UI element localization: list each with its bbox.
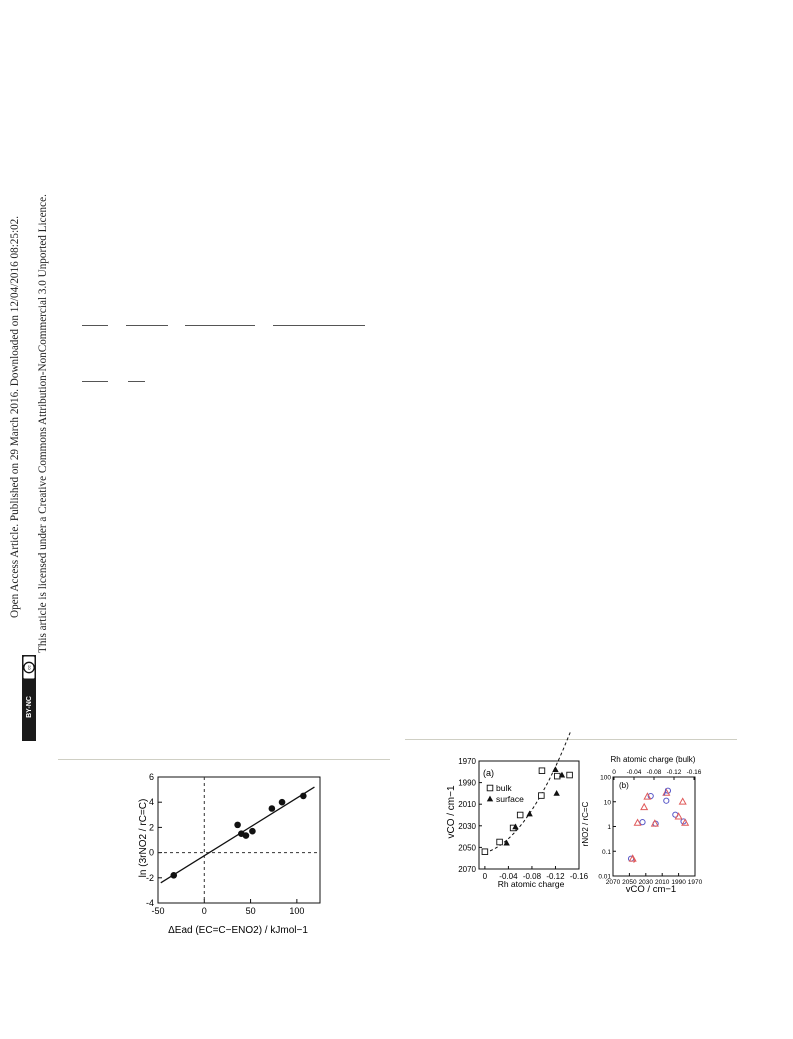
y-tick-label: 0.01 bbox=[598, 873, 611, 881]
axes-frame bbox=[158, 777, 320, 903]
y-tick-label: -4 bbox=[145, 898, 154, 908]
y-tick-label: 1990 bbox=[458, 778, 476, 788]
table-rule bbox=[82, 381, 108, 382]
sidebar-publication-line: Open Access Article. Published on 29 March 2016. Downloaded on 12/04/2016 08:25:02. bbox=[9, 215, 21, 618]
x-tick-label: 2070 bbox=[605, 879, 621, 886]
data-point-bulk bbox=[517, 812, 523, 818]
data-point bbox=[269, 805, 276, 812]
figure-rate-ratio-vco bbox=[583, 752, 711, 894]
x-axis-label: ΔEad (EC=C−ENO2) / kJmol−1 bbox=[168, 925, 308, 936]
top-tick-label: -0.04 bbox=[626, 769, 642, 776]
data-point-bulk bbox=[539, 793, 545, 799]
y-tick-label: 10 bbox=[603, 799, 611, 807]
x-tick-label: 2010 bbox=[654, 879, 670, 886]
y-tick-label: 2010 bbox=[458, 800, 476, 810]
top-tick-label: -0.08 bbox=[646, 769, 662, 776]
plot-area bbox=[146, 772, 320, 916]
panel-label-b: (b) bbox=[619, 781, 629, 790]
y-tick-label: 1 bbox=[607, 824, 611, 831]
y-tick-label: 2030 bbox=[458, 821, 476, 831]
y-tick-label: 0.1 bbox=[601, 848, 611, 856]
data-point-bulk bbox=[539, 768, 545, 774]
data-point bbox=[170, 872, 177, 879]
table-rule bbox=[273, 325, 365, 326]
y-tick-label: 2050 bbox=[458, 843, 476, 853]
fit-line bbox=[161, 787, 315, 883]
x-tick-label: -0.04 bbox=[499, 872, 518, 881]
data-point bbox=[243, 832, 250, 839]
data-point bbox=[641, 804, 647, 810]
x-tick-label: -50 bbox=[151, 906, 165, 916]
y-tick-label: 100 bbox=[600, 774, 611, 782]
panel-label-a: (a) bbox=[483, 768, 494, 778]
figure-energy-correlation bbox=[138, 768, 338, 940]
cc-icon-label: cc bbox=[26, 665, 32, 670]
x-tick-label: -0.16 bbox=[569, 872, 589, 881]
x-tick-label: 0 bbox=[482, 872, 488, 881]
data-point-bulk bbox=[567, 772, 573, 778]
by-nc-label: BY-NC bbox=[26, 696, 33, 718]
data-point-bulk bbox=[482, 849, 488, 855]
table-rule bbox=[82, 325, 108, 326]
data-point-bulk bbox=[554, 773, 560, 779]
cc-license-badge[interactable] bbox=[22, 655, 36, 741]
data-point bbox=[249, 828, 256, 835]
plot-area bbox=[458, 732, 588, 881]
data-point-surface bbox=[526, 811, 532, 817]
x-tick-label: 1970 bbox=[687, 879, 703, 886]
data-point-bulk bbox=[497, 839, 503, 845]
data-point bbox=[279, 799, 286, 806]
section-divider bbox=[58, 759, 390, 760]
data-point bbox=[680, 798, 686, 804]
y-tick-label: 2070 bbox=[458, 865, 476, 874]
data-point bbox=[300, 793, 307, 800]
table-rule bbox=[126, 325, 168, 326]
legend-label-surface: surface bbox=[496, 794, 524, 804]
data-point-surface bbox=[553, 790, 559, 796]
x-tick-label: 100 bbox=[289, 906, 305, 916]
y-tick-label: 2 bbox=[148, 822, 154, 833]
x-tick-label: 1990 bbox=[671, 879, 686, 886]
top-tick-label: -0.12 bbox=[666, 769, 682, 776]
y-tick-label: 4 bbox=[148, 797, 154, 808]
table-rule bbox=[128, 381, 145, 382]
legend-marker-surface bbox=[487, 796, 493, 802]
table-rule bbox=[185, 325, 255, 326]
data-point bbox=[682, 819, 688, 825]
data-point bbox=[675, 813, 681, 819]
legend bbox=[487, 783, 524, 804]
x-tick-label: 2030 bbox=[638, 879, 654, 886]
data-point bbox=[640, 820, 645, 825]
top-tick-label: 0 bbox=[612, 769, 616, 776]
x-axis-label: vCO / cm−1 bbox=[625, 884, 677, 895]
y-axis-label: rNO2 / rC=C bbox=[581, 801, 590, 847]
y-tick-label: 6 bbox=[148, 772, 154, 782]
sidebar-license-link[interactable]: This article is licensed under a Creative Commons Attribution-NonCommercial 3.0 Unported Licence. bbox=[37, 194, 49, 653]
y-axis-label: ln (3rNO2 / rC=C) bbox=[138, 798, 149, 878]
top-axis-label: Rh atomic charge (bulk) bbox=[610, 755, 696, 764]
plot-area bbox=[598, 769, 702, 886]
x-tick-label: -0.12 bbox=[546, 872, 565, 881]
y-tick-label: -2 bbox=[145, 872, 154, 883]
x-tick-label: 0 bbox=[201, 906, 207, 916]
legend-marker-bulk bbox=[487, 785, 493, 791]
figure-rh-charge-vco bbox=[446, 752, 592, 892]
section-divider bbox=[405, 739, 737, 740]
data-point-surface bbox=[552, 766, 558, 772]
x-tick-label: -0.08 bbox=[522, 872, 542, 881]
y-axis-label: vCO / cm−1 bbox=[446, 785, 457, 839]
x-tick-label: 50 bbox=[245, 906, 256, 916]
x-axis-label: Rh atomic charge bbox=[497, 879, 565, 889]
data-point bbox=[234, 822, 241, 829]
y-tick-label: 1970 bbox=[458, 757, 476, 766]
y-tick-label: 0 bbox=[148, 847, 154, 858]
x-tick-label: 2050 bbox=[622, 879, 637, 886]
top-tick-label: -0.16 bbox=[686, 769, 702, 776]
legend-label-bulk: bulk bbox=[496, 783, 512, 793]
data-point bbox=[664, 798, 669, 803]
